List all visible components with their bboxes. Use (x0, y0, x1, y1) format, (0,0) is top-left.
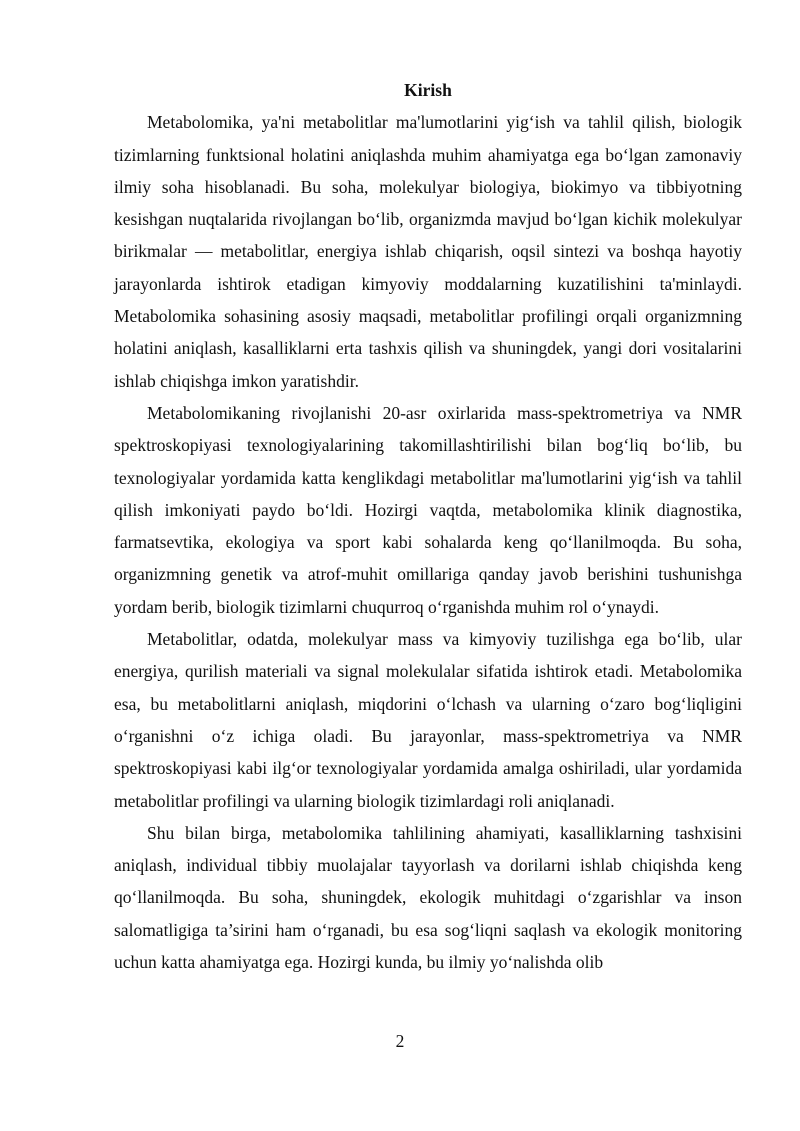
paragraph-4: Shu bilan birga, metabolomika tahlilining ahamiyati, kasalliklarning tashxisini aniqlash, individual tibbiy muolajalar tayyorlash va dorilarni ishlab chiqishda keng qo‘llanilmoqda. Bu soha, shuningdek, ekologik muhitdagi o‘zgarishlar va inson salomatligiga ta’sirini ham o‘rganadi, bu esa sog‘liqni saqlash va ekologik monitoring uchun katta ahamiyatga ega. Hozirgi kunda, bu ilmiy yo‘nalishda olib (114, 822, 742, 973)
paragraph-1: Metabolomika, ya'ni metabolitlar ma'lumotlarini yig‘ish va tahlil qilish, biologik tizimlarning funktsional holatini aniqlashda muhim ahamiyatga ega bo‘lgan zamonaviy ilmiy soha hisoblanadi. Bu soha, molekulyar biologiya, biokimyo va tibbiyotning kesishgan nuqtalarida rivojlangan bo‘lib, organizmda mavjud bo‘lgan kichik molekulyar birikmalar — metabolitlar, energiya ishlab chiqarish, oqsil sintezi va boshqa hayotiy jarayonlarda ishtirok etadigan kimyoviy moddalarning kuzatilishini ta'minlaydi. Metabolomika sohasining asosiy maqsadi, metabolitlar profilingi orqali organizmning holatini aniqlash, kasalliklarni erta tashxis qilish va shuningdek, yangi dori vositalarini ishlab chiqishga imkon yaratishdir. (114, 112, 742, 391)
document-body (114, 74, 742, 978)
section-title: Kirish (404, 80, 452, 100)
page-number: 2 (395, 1031, 405, 1051)
paragraph-2: Metabolomikaning rivojlanishi 20-asr oxirlarida mass-spektrometriya va NMR spektroskopiyasi texnologiyalarining takomillashtirilishi bilan bog‘liq bo‘lib, bu texnologiyalar yordamida katta kenglikdagi metabolitlar ma'lumotlarini yig‘ish va tahlil qilish imkoniyati paydo bo‘ldi. Hozirgi vaqtda, metabolomika klinik diagnostika, farmatsevtika, ekologiya va sport kabi sohalarda keng qo‘llanilmoqda. Bu soha, organizmning genetik va atrof-muhit omillariga qanday javob berishini tushunishga yordam berib, biologik tizimlarni chuqurroq o‘rganishda muhim rol o‘ynaydi. (114, 402, 742, 617)
paragraph-3: Metabolitlar, odatda, molekulyar mass va kimyoviy tuzilishga ega bo‘lib, ular energiya, qurilish materiali va signal molekulalar sifatida ishtirok etadi. Metabolomika esa, bu metabolitlarni aniqlash, miqdorini o‘lchash va ularning o‘zaro bog‘liqligini o‘rganishni o‘z ichiga oladi. Bu jarayonlar, mass-spektrometriya va NMR spektroskopiyasi kabi ilg‘or texnologiyalar yordamida amalga oshiriladi, ular yordamida metabolitlar profilingi va ularning biologik tizimlardagi roli aniqlanadi. (114, 629, 742, 811)
